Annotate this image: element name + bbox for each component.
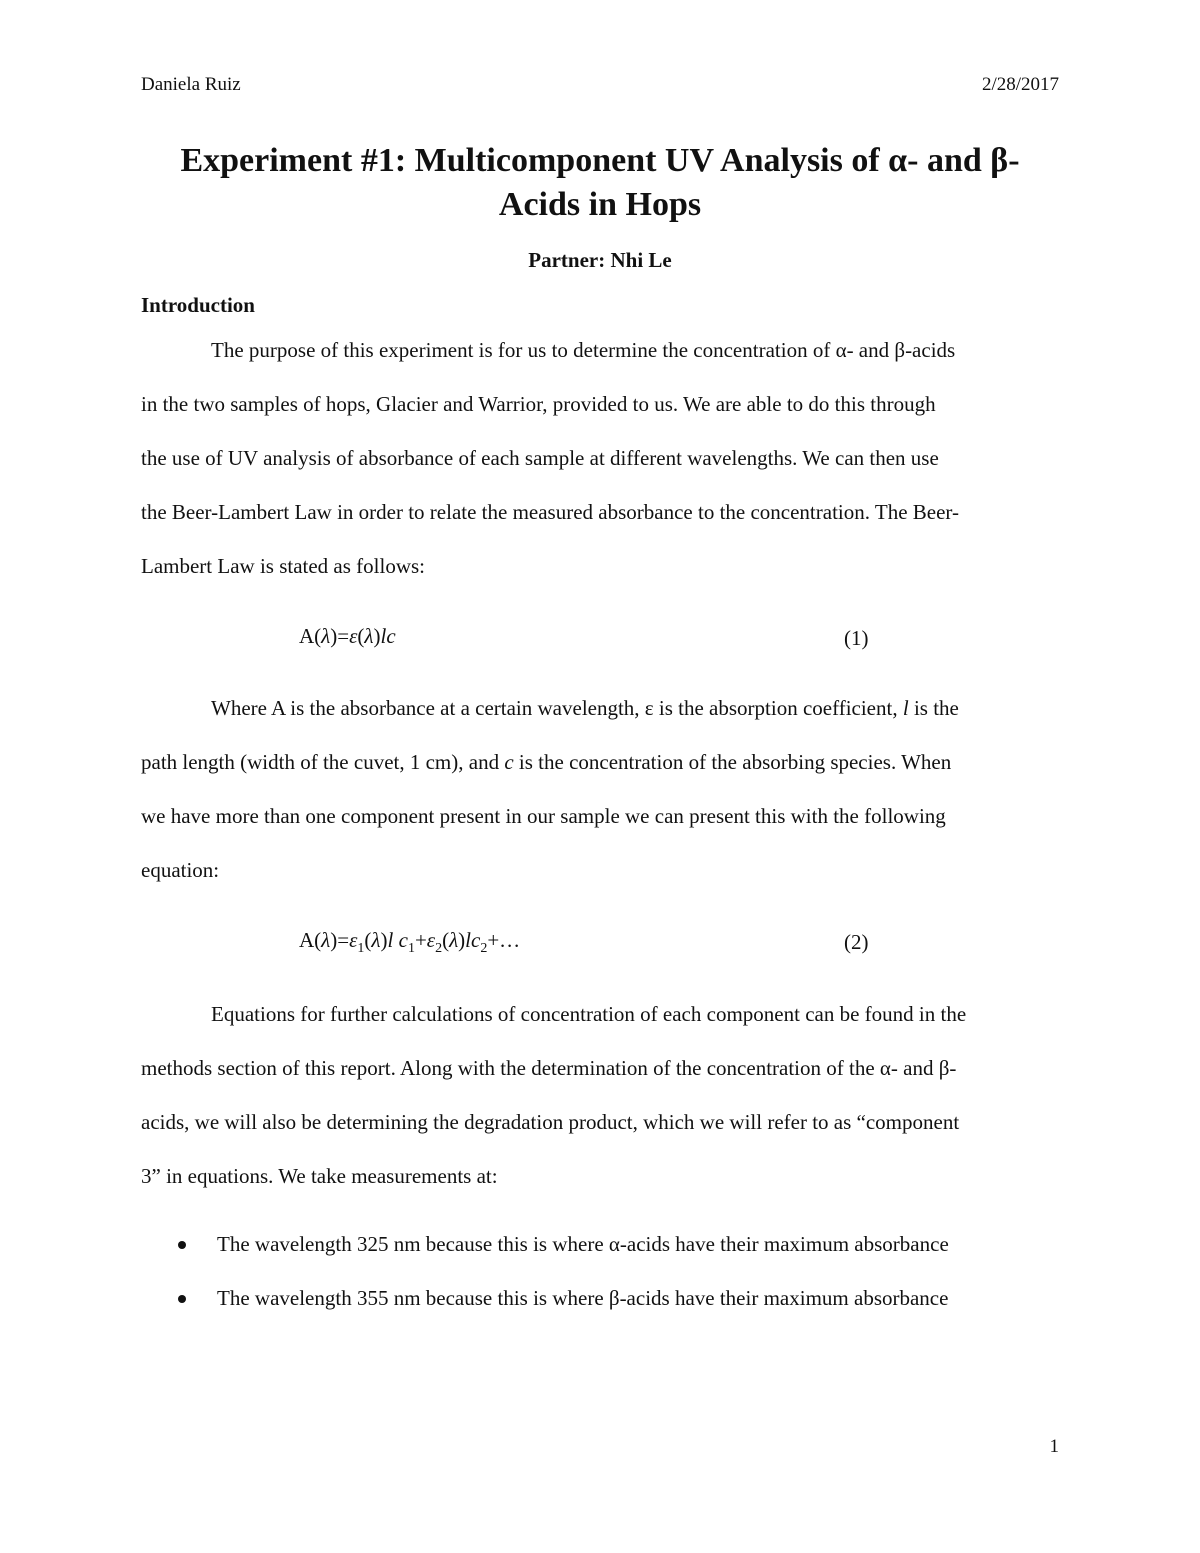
paragraph-2-line-4: equation:	[141, 858, 220, 882]
paragraph-1-line-4: the Beer-Lambert Law in order to relate the measured absorbance to the concentration. The Beer-	[141, 500, 959, 524]
bullet-marker	[178, 1241, 186, 1249]
page-number: 1	[1049, 1436, 1059, 1457]
equation-2-number: (2)	[844, 930, 869, 954]
equation-1: A(λ)=ε(λ)lc	[299, 624, 396, 648]
paragraph-2-line-3: we have more than one component present in our sample we can present this with the following	[141, 804, 946, 828]
paragraph-3-line-4: 3” in equations. We take measurements at:	[141, 1164, 498, 1188]
header-author: Daniela Ruiz	[141, 74, 241, 95]
equation-2: $A(\lambda)=\varepsilon_1(\lambda)l$ $c_1+\varepsilon_2(\lambda)lc_2+\dots$	[299, 928, 521, 956]
paragraph-1-line-2: in the two samples of hops, Glacier and Warrior, provided to us. We are able to do this through	[141, 392, 936, 416]
bullet-marker	[178, 1295, 186, 1303]
paragraph-1-line-3: the use of UV analysis of absorbance of each sample at different wavelengths. We can then use	[141, 446, 939, 470]
paragraph-3-line-3: acids, we will also be determining the degradation product, which we will refer to as “component	[141, 1110, 960, 1134]
paragraph-1-line-1: The purpose of this experiment is for us to determine the concentration of α- and β-acids	[211, 338, 956, 362]
partner-line: Partner: Nhi Le	[528, 248, 672, 272]
equation-1-number: (1)	[844, 626, 869, 650]
header-date: 2/28/2017	[981, 74, 1059, 95]
paragraph-3-line-1: Equations for further calculations of concentration of each component can be found in the	[211, 1002, 967, 1026]
bullet-item-325nm: The wavelength 325 nm because this is where α-acids have their maximum absorbance	[217, 1232, 949, 1256]
section-heading-introduction: Introduction	[141, 293, 255, 317]
document-title-line-1: Experiment #1: Multicomponent UV Analysis of α- and β-	[180, 142, 1020, 179]
document-title-line-2: Acids in Hops	[498, 186, 702, 223]
paragraph-3-line-2: methods section of this report. Along with the determination of the concentration of the α- and β-	[141, 1056, 957, 1080]
paragraph-2-line-2: path length (width of the cuvet, 1 cm), and c is the concentration of the absorbing species. When	[141, 750, 952, 774]
paragraph-2-line-1: Where A is the absorbance at a certain wavelength, ε is the absorption coefficient, l is the	[211, 696, 959, 720]
bullet-item-355nm: The wavelength 355 nm because this is where β-acids have their maximum absorbance	[217, 1286, 949, 1310]
paragraph-1-line-5: Lambert Law is stated as follows:	[141, 554, 426, 578]
